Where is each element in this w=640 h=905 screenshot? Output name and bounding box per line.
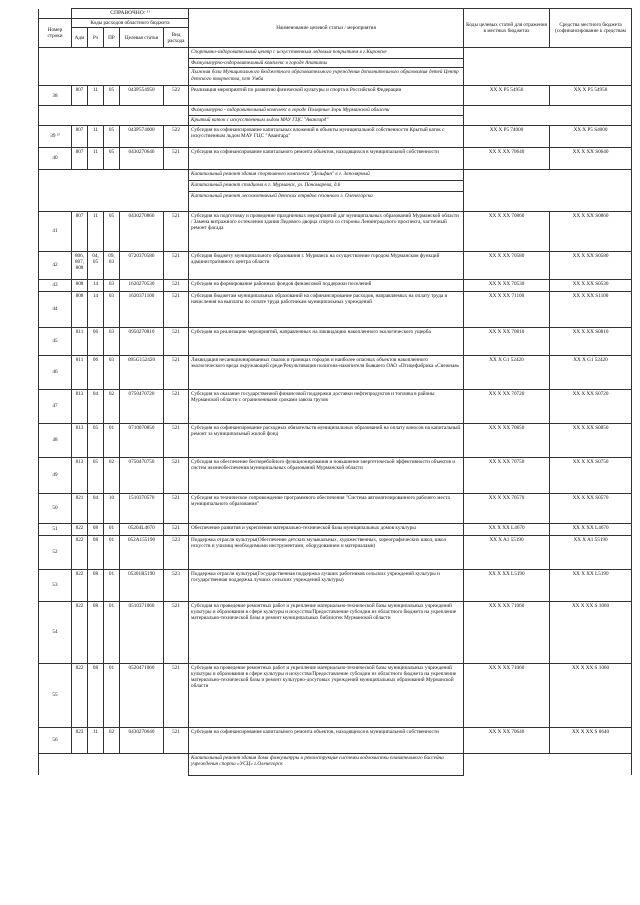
target-article-cell: 0510371060 (120, 601, 164, 663)
sub-item-row (39, 169, 632, 180)
local-funds-cell: XX X XX L4670 (550, 523, 632, 535)
adm-cell: 822 (72, 535, 88, 569)
local-code-cell: XX X XX L5190 (464, 569, 550, 601)
row-number-cell: 51 (39, 523, 72, 535)
spravochno-label: СПРАВОЧНО: ¹⁾ (72, 9, 189, 19)
item-name-cell: Реализация мероприятий по развитию физической культуры и спорта в Российской Федерации (189, 86, 464, 106)
table-row (39, 727, 632, 753)
adm-cell: 808 (72, 279, 88, 291)
row-number-header: Номер строки (39, 19, 72, 48)
row-number-cell: 38 (39, 86, 72, 106)
sub-item-name-cell: Крытый каток с искусственным льдом МАУ ГЦС "Авангард" (189, 116, 464, 125)
adm-cell: 811 (72, 355, 88, 389)
local-code-cell: XX X G1 52420 (464, 355, 550, 389)
local-code-cell: XX X P5 74000 (464, 125, 550, 147)
sub-item-name-cell: Спортивно-оздоровительный центр с искусственным ледовым покрытием в г.Кировске (189, 48, 464, 59)
adm-cell: 822 (72, 523, 88, 535)
target-article-cell: 095G152420 (120, 355, 164, 389)
sub-item-row (39, 48, 632, 59)
document-sheet (38, 8, 631, 776)
local-code-cell: XX X XX 70720 (464, 389, 550, 423)
row-number-cell: 41 (39, 211, 72, 251)
table-row (39, 523, 632, 535)
empty-code-cells (39, 48, 189, 59)
row-number-cell: 54 (39, 601, 72, 663)
target-article-cell: 0950270810 (120, 327, 164, 355)
target-article-cell: 043P574000 (120, 125, 164, 147)
adm-cell: 807 (72, 147, 88, 169)
item-name-cell: Субсидия на проведение ремонтных работ и укрепление материально-технической базы муниципальных учреждений культуры и образования в сфере культуры и искусства/Предоставление субсидии из областного бюджета на укрепление материально-технической базы и ремонт муниципальных библиотек Мурманской области (189, 601, 464, 663)
expense-type-cell: 522 (164, 86, 189, 106)
sub-item-row (39, 59, 632, 68)
row-number-cell: 56 (39, 727, 72, 753)
empty-right-cells (464, 180, 632, 191)
adm-header: Адм (72, 28, 88, 48)
target-article-cell: 052A155190 (120, 535, 164, 569)
item-name-cell: Поддержка отрасли культуры(Обеспечение детских музыкальных, художественных, хореографических школ, школ искусств и училищ необходимыми инструментами, оборудованием и материалами) (189, 535, 464, 569)
sub-item-row (39, 180, 632, 191)
adm-cell: 821 (72, 493, 88, 523)
local-funds-cell: XX X XX S 1060 (550, 601, 632, 663)
local-code-cell: XX X XX 70750 (464, 457, 550, 493)
expense-type-cell: 523 (164, 535, 189, 569)
target-article-cell: 0720370580 (120, 251, 164, 279)
local-code-cell: XX X XX 71060 (464, 663, 550, 727)
name-column-header: Наименование целевой статьи / мероприятия (189, 9, 464, 48)
local-funds-cell: XX X XX S0810 (550, 327, 632, 355)
local-funds-cell: XX X XX S0850 (550, 423, 632, 457)
target-article-cell: 0430270860 (120, 211, 164, 251)
target-article-cell: 1620371100 (120, 291, 164, 327)
row-number-cell: 45 (39, 327, 72, 355)
table-row (39, 663, 632, 727)
pr-cell: 05 (104, 211, 120, 251)
rz-cell: 05 (88, 457, 104, 493)
local-code-cell: XX X XX 70530 (464, 279, 550, 291)
expense-type-cell: 521 (164, 279, 189, 291)
local-funds-cell: XX X XX S 1060 (550, 663, 632, 727)
item-name-cell: Субсидия на оказание государственной финансовой поддержки доставки нефтепродуктов и топлива в районы Мурманской области с ограниченными сроками завоза грузов (189, 389, 464, 423)
rz-cell: 11 (88, 86, 104, 106)
expense-type-cell: 521 (164, 523, 189, 535)
sub-item-name-cell: Лыжная база Муниципального бюджетного образовательного учреждения дополнительного образования детей Центр детского творчества, пгт Умба (189, 68, 464, 86)
empty-code-cells (39, 59, 189, 68)
target-article-cell: 05204L4670 (120, 523, 164, 535)
local-funds-cell: XX X XX S0720 (550, 389, 632, 423)
expense-type-cell: 521 (164, 291, 189, 327)
expense-type-cell: 521 (164, 355, 189, 389)
expense-type-cell: 521 (164, 727, 189, 753)
rz-cell: 11 (88, 125, 104, 147)
rz-cell: 04, 05 (88, 251, 104, 279)
local-code-cell: XX X XX 71100 (464, 291, 550, 327)
table-row (39, 86, 632, 106)
target-article-cell: 1620270530 (120, 279, 164, 291)
row-number-cell: 46 (39, 355, 72, 389)
local-funds-cell: XX X XX S 0640 (550, 727, 632, 753)
row-number-cell: 55 (39, 663, 72, 727)
rz-cell: 11 (88, 147, 104, 169)
pr-cell: 01 (104, 423, 120, 457)
local-codes-column-header: Коды целевых статей для отражения в местных бюджетах (464, 9, 550, 48)
rz-cell: 14 (88, 279, 104, 291)
rz-cell: 04 (88, 389, 104, 423)
empty-right-cells (464, 169, 632, 180)
blank-header-cell (39, 9, 72, 19)
local-funds-cell: XX X A1 55190 (550, 535, 632, 569)
sub-item-name-cell: Капитальный ремонт здания дома физкультуры и реконструкция системы водоочистки плавательного бассейна учреждения спорта «УСЦ» г.Оленегорск (189, 753, 464, 775)
pr-cell: 05 (104, 147, 120, 169)
rz-cell: 08 (88, 523, 104, 535)
row-number-cell: 50 (39, 493, 72, 523)
adm-cell: 807 (72, 125, 88, 147)
table-row (39, 147, 632, 169)
pr-cell: 05 (104, 125, 120, 147)
local-code-cell: XX X XX 70850 (464, 423, 550, 457)
target-article-cell: 0750470720 (120, 389, 164, 423)
pr-cell: 03 (104, 291, 120, 327)
target-article-cell: 05301R5190 (120, 569, 164, 601)
pr-cell: 05 (104, 86, 120, 106)
local-funds-cell: XX X XX S0570 (550, 493, 632, 523)
local-code-cell: XX X XX 70860 (464, 211, 550, 251)
row-number-cell: 52 (39, 535, 72, 569)
pr-cell: 02 (104, 389, 120, 423)
sub-item-name-cell: Капитальный ремонт стадиона в г. Мурманск, ул. Пономарева, д.6 (189, 180, 464, 191)
sub-item-row (39, 68, 632, 86)
target-article-cell: 0750470750 (120, 457, 164, 493)
target-article-cell: 0430270640 (120, 727, 164, 753)
adm-cell: 808 (72, 291, 88, 327)
row-number-cell: 53 (39, 569, 72, 601)
local-funds-cell: XX X P5 54950 (550, 86, 632, 106)
expense-type-cell: 521 (164, 327, 189, 355)
rz-header: Рз (88, 28, 104, 48)
target-article-cell: 043P554950 (120, 86, 164, 106)
local-funds-cell: XX X XX S1100 (550, 291, 632, 327)
target-article-cell: 1510370570 (120, 493, 164, 523)
expense-type-header: Вид расхода (164, 28, 189, 48)
empty-code-cells (39, 191, 189, 211)
pr-cell: 03 (104, 279, 120, 291)
item-name-cell: Обеспечение развития и укрепления материально-технической базы муниципальных домов культуры (189, 523, 464, 535)
expense-type-cell: 521 (164, 493, 189, 523)
item-name-cell: Поддержка отрасли культуры(Государственная поддержка лучших работников сельских учреждений культуры и государственная поддержка лучших сельских учреждений культуры) (189, 569, 464, 601)
adm-cell: 813 (72, 389, 88, 423)
rz-cell: 08 (88, 663, 104, 727)
row-number-cell: 49 (39, 457, 72, 493)
pr-cell: 02 (104, 457, 120, 493)
local-code-cell: XX X P5 54950 (464, 86, 550, 106)
item-name-cell: Ликвидация несанкционированных свалок в границах городов и наиболее опасных объектов накопленного экологического вреда окружающей среде/Рекультивация полигона-накопителя бывшего ОАО «Птицефабрика «Снежная» (189, 355, 464, 389)
expense-type-cell: 521 (164, 211, 189, 251)
empty-code-cells (39, 106, 189, 116)
expense-type-cell: 521 (164, 601, 189, 663)
expense-type-cell: 521 (164, 389, 189, 423)
table-body (39, 48, 632, 775)
rz-cell: 08 (88, 601, 104, 663)
local-code-cell: XX X XX 70580 (464, 251, 550, 279)
pr-cell: 01 (104, 535, 120, 569)
budget-table (38, 8, 632, 776)
table-row (39, 279, 632, 291)
target-article-cell: 0430270640 (120, 147, 164, 169)
rz-cell: 11 (88, 211, 104, 251)
expense-type-cell: 521 (164, 423, 189, 457)
pr-cell: 01 (104, 523, 120, 535)
empty-code-cells (39, 753, 189, 775)
table-row (39, 389, 632, 423)
item-name-cell: Субсидия на техническое сопровождение программного обеспечения "Система автоматизированного рабочего места муниципального образования" (189, 493, 464, 523)
target-article-header: Целевая статья (120, 28, 164, 48)
sub-item-row (39, 753, 632, 775)
item-name-cell: Субсидия на софинансирование расходных обязательств муниципальных образований на оплату взносов на капитальный ремонт за муниципальный жилой фонд (189, 423, 464, 457)
sub-item-name-cell: Капитальный ремонт здания спортивного комплекса "Дельфин" в г. Заполярный (189, 169, 464, 180)
pr-cell: 03 (104, 355, 120, 389)
rz-cell: 06 (88, 355, 104, 389)
rz-cell: 06 (88, 327, 104, 355)
local-code-cell: XX X XX 71060 (464, 601, 550, 663)
pr-cell: 02 (104, 727, 120, 753)
table-row (39, 569, 632, 601)
row-number-cell: 48 (39, 423, 72, 457)
local-code-cell: XX X A1 55190 (464, 535, 550, 569)
adm-cell: 807 (72, 211, 88, 251)
local-code-cell: XX X XX 70810 (464, 327, 550, 355)
pr-cell: 01 (104, 663, 120, 727)
local-code-cell: XX X XX 70640 (464, 147, 550, 169)
adm-cell: 822 (72, 601, 88, 663)
row-number-cell: 40 (39, 147, 72, 169)
table-row (39, 125, 632, 147)
empty-right-cells (464, 48, 632, 59)
pr-cell: 10 (104, 493, 120, 523)
local-funds-cell: XX X P5 S4000 (550, 125, 632, 147)
item-name-cell: Субсидия на подготовку и проведение праздничных мероприятий дат муниципальных образований Мурманской области / Замена витражного остекления здания Ледового дворца спорта со стороны Ленинградского проспекта, частичный ремонт фасада (189, 211, 464, 251)
item-name-cell: Субсидия бюджету муниципального образования г. Мурманск на осуществление городом Мурманском функций административного центра области (189, 251, 464, 279)
codes-group-header: Коды расходов областного бюджета (72, 19, 189, 28)
empty-code-cells (39, 116, 189, 125)
adm-cell: 806, 807, 808 (72, 251, 88, 279)
rz-cell: 05 (88, 423, 104, 457)
expense-type-cell: 521 (164, 457, 189, 493)
table-row (39, 211, 632, 251)
local-code-cell: XX X XX 70640 (464, 727, 550, 753)
row-number-cell: 42 (39, 251, 72, 279)
item-name-cell: Субсидия на софинансирование капитальных вложений в объекты муниципальной собственности Крытый каток с искусственным льдом МАУ ГЦС "Авангард" (189, 125, 464, 147)
local-funds-cell: XX X XX S0860 (550, 211, 632, 251)
adm-cell: 813 (72, 457, 88, 493)
empty-code-cells (39, 180, 189, 191)
pr-header: ПР (104, 28, 120, 48)
local-code-cell: XX X XX 70570 (464, 493, 550, 523)
table-row (39, 291, 632, 327)
empty-code-cells (39, 68, 189, 86)
pr-cell: 03 (104, 327, 120, 355)
rz-cell: 11 (88, 727, 104, 753)
sub-item-row (39, 191, 632, 211)
item-name-cell: Субсидия на реализацию мероприятий, направленных на ликвидацию накопленного экологического ущерба (189, 327, 464, 355)
local-funds-column-header: Средства местного бюджета (софинансирование к средствам (550, 9, 632, 48)
table-row (39, 601, 632, 663)
empty-right-cells (464, 191, 632, 211)
item-name-cell: Субсидия на обеспечение бесперебойного функционирования и повышение энергетической эффективности объектов и систем жизнеобеспечения муниципальных образований Мурманской области (189, 457, 464, 493)
empty-right-cells (464, 59, 632, 68)
table-row (39, 535, 632, 569)
sub-item-row (39, 106, 632, 116)
expense-type-cell: 522 (164, 125, 189, 147)
expense-type-cell: 521 (164, 147, 189, 169)
item-name-cell: Субсидия на софинансирование капитального ремонта объектов, находящихся в муниципальной собственности (189, 727, 464, 753)
adm-cell: 823 (72, 727, 88, 753)
table-row (39, 327, 632, 355)
table-row (39, 423, 632, 457)
row-number-cell: 44 (39, 291, 72, 327)
empty-right-cells (464, 68, 632, 86)
local-code-cell: XX X XX L4670 (464, 523, 550, 535)
adm-cell: 811 (72, 327, 88, 355)
target-article-cell: 0520471060 (120, 663, 164, 727)
row-number-cell: 47 (39, 389, 72, 423)
sub-item-name-cell: Физкультурно - оздоровительный комплекс в городе Полярные Зори Мурманской области (189, 106, 464, 116)
adm-cell: 813 (72, 423, 88, 457)
sub-item-name-cell: Физкультурно-оздоровительный комплекс в городе Апатиты (189, 59, 464, 68)
adm-cell: 822 (72, 663, 88, 727)
item-name-cell: Субсидия на проведение ремонтных работ и укрепление материально-технической базы муниципальных учреждений культуры и образования в сфере культуры и искусства/Предоставление субсидии из областного бюджета на укрепление материально-технической базы и ремонт культурно-досуговых учреждений муниципальных образований Мурманской области (189, 663, 464, 727)
local-funds-cell: XX X XX S0580 (550, 251, 632, 279)
empty-right-cells (464, 116, 632, 125)
row-number-cell: 39 ²⁾ (39, 125, 72, 147)
table-row (39, 457, 632, 493)
adm-cell: 822 (72, 569, 88, 601)
local-funds-cell: XX X XX S0530 (550, 279, 632, 291)
empty-right-cells (464, 753, 632, 775)
table-row (39, 355, 632, 389)
empty-right-cells (464, 106, 632, 116)
local-funds-cell: XX X XX S0750 (550, 457, 632, 493)
empty-code-cells (39, 169, 189, 180)
rz-cell: 04 (88, 493, 104, 523)
expense-type-cell: 523 (164, 569, 189, 601)
local-funds-cell: XX X XX L5190 (550, 569, 632, 601)
row-number-cell: 43 (39, 279, 72, 291)
pr-cell: 09, 03 (104, 251, 120, 279)
adm-cell: 807 (72, 86, 88, 106)
rz-cell: 08 (88, 569, 104, 601)
table-row (39, 493, 632, 523)
target-article-cell: 0710070850 (120, 423, 164, 457)
item-name-cell: Субсидия бюджетам муниципальных образований на софинансирование расходов, направляемых на оплату труда и начисления на выплаты по оплате труда работникам муниципальных учреждений (189, 291, 464, 327)
rz-cell: 14 (88, 291, 104, 327)
sub-item-row (39, 116, 632, 125)
item-name-cell: Субсидия на формирование районных фондов финансовой поддержки поселений (189, 279, 464, 291)
local-funds-cell: XX X XX S0640 (550, 147, 632, 169)
pr-cell: 01 (104, 569, 120, 601)
pr-cell: 01 (104, 601, 120, 663)
item-name-cell: Субсидия на софинансирование капитального ремонта объектов, находящихся в муниципальной собственности (189, 147, 464, 169)
rz-cell: 08 (88, 535, 104, 569)
table-row (39, 251, 632, 279)
expense-type-cell: 521 (164, 663, 189, 727)
sub-item-name-cell: Капитальный ремонт лесоохотничьей детских отрядов сезонного г. Оленегорска (189, 191, 464, 211)
expense-type-cell: 521 (164, 251, 189, 279)
local-funds-cell: XX X G1 52420 (550, 355, 632, 389)
